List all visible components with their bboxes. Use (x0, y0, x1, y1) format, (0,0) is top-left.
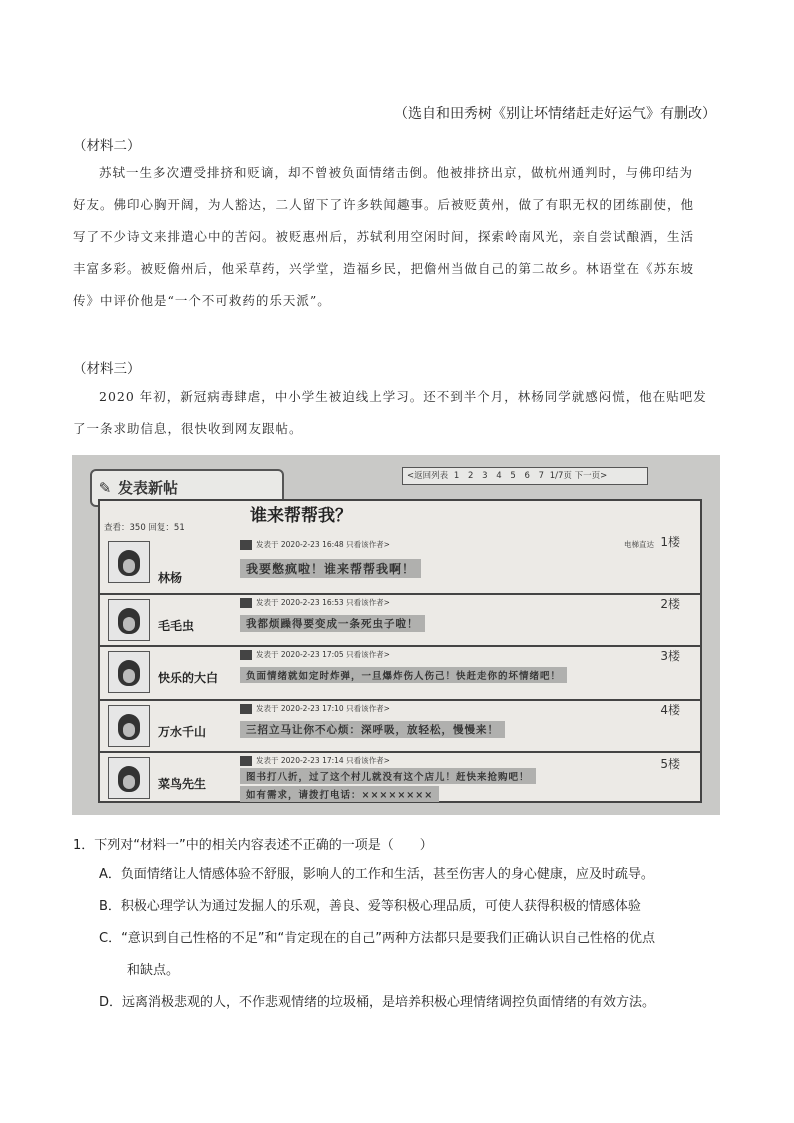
post-message: 三招立马让你不心烦：深呼吸，放轻松，慢慢来！ (240, 721, 505, 738)
floor-number: 3楼 (660, 649, 680, 663)
post-username: 毛毛虫 (158, 619, 195, 633)
floor-number: 5楼 (660, 757, 680, 771)
user-icon (240, 650, 252, 660)
pagination (402, 467, 648, 485)
post-row (100, 531, 700, 591)
post-row (100, 645, 700, 699)
paragraph-line: 丰富多彩。被贬儋州后，他采草药，兴学堂，造福乡民，把儋州当做自己的第二故乡。林语堂在《苏东坡 (73, 261, 695, 276)
post-message-line2: 如有需求，请拨打电话：×××××××× (240, 786, 439, 802)
post-username: 快乐的大白 (158, 671, 219, 685)
post-meta: 发表于 2020-2-23 17:14 只看该作者> (240, 755, 390, 766)
page-number: 5 (510, 471, 516, 481)
option-d: D．远离消极悲观的人，不作悲观情绪的垃圾桶，是培养积极心理情绪调控负面情绪的有效方法。 (99, 995, 656, 1010)
material2-label: （材料二） (73, 138, 141, 154)
avatar (108, 651, 150, 693)
page-number: 6 (524, 471, 530, 481)
option-c-continued: 和缺点。 (127, 963, 180, 978)
post-message: 负面情绪就如定时炸弹，一旦爆炸伤人伤己！快赶走你的坏情绪吧！ (240, 667, 567, 683)
avatar (108, 705, 150, 747)
forum-photo (72, 455, 720, 815)
material3-paragraph (73, 381, 721, 445)
paragraph-line: 写了不少诗文来排遣心中的苦闷。被贬惠州后，苏轼利用空闲时间，探索岭南风光，亲自尝试酿酒，生活 (73, 229, 695, 244)
post-meta: 发表于 2020-2-23 16:53 只看该作者> (240, 597, 390, 608)
page-number: 7 (538, 471, 544, 481)
post-row (100, 593, 700, 645)
paragraph-line: 了一条求助信息，很快收到网友跟帖。 (73, 421, 303, 436)
post-message: 我要憋疯啦！谁来帮帮我啊！ (240, 559, 421, 578)
page-count: 1/7页 (549, 471, 572, 481)
page-number: 4 (496, 471, 502, 481)
post-meta: 发表于 2020-2-23 16:48 只看该作者> (240, 539, 390, 550)
post-username: 万水千山 (158, 725, 207, 739)
avatar (108, 757, 150, 799)
thread-stats: 查看：350 回复：51 (104, 523, 185, 533)
back-to-list-link: <返回列表 (407, 471, 449, 481)
next-page-link: 下一页> (574, 471, 608, 481)
paragraph-line: 好友。佛印心胸开阔，为人豁达，二人留下了许多轶闻趣事。后被贬黄州，做了有职无权的团练副使，他 (73, 197, 695, 212)
thread-title: 谁来帮帮我？ (250, 506, 352, 526)
post-meta: 发表于 2020-2-23 17:05 只看该作者> (240, 649, 390, 660)
material2-paragraph (73, 157, 721, 317)
paragraph-line: 苏轼一生多次遭受排挤和贬谪，却不曾被负面情绪击倒。他被排挤出京，做杭州通判时，与佛印结为 (99, 165, 694, 180)
user-icon (240, 756, 252, 766)
post-row (100, 699, 700, 751)
post-row (100, 751, 700, 803)
page-number: 2 (467, 471, 474, 481)
paragraph-line: 2020 年初，新冠病毒肆虐，中小学生被迫线上学习。还不到半个月，林杨同学就感闷慌，他在贴吧发 (99, 389, 707, 404)
avatar (108, 541, 150, 583)
floor-number: 2楼 (660, 597, 680, 611)
new-post-header: ✎ 发表新帖 (90, 469, 284, 507)
option-a: A．负面情绪让人情感体验不舒服，影响人的工作和生活，甚至伤害人的身心健康，应及时疏导。 (99, 867, 654, 882)
user-icon (240, 598, 252, 608)
floor-number: 4楼 (660, 703, 680, 717)
source-citation: （选自和田秀树《别让坏情绪赶走好运气》有删改） (394, 106, 716, 122)
post-username: 林杨 (158, 571, 183, 585)
question-stem: 1．下列对“材料一”中的相关内容表述不正确的一项是（ ） (73, 838, 433, 853)
material3-label: （材料三） (73, 361, 141, 377)
option-b: B．积极心理学认为通过发掘人的乐观，善良、爱等积极心理品质，可使人获得积极的情感体验 (99, 899, 641, 914)
page-number: 3 (482, 471, 488, 481)
post-meta: 发表于 2020-2-23 17:10 只看该作者> (240, 703, 390, 714)
floor-number: 1楼 (660, 535, 680, 549)
paragraph-line: 传》中评价他是“一个不可救药的乐天派”。 (73, 293, 331, 308)
post-username: 菜鸟先生 (158, 777, 207, 791)
option-c: C．“意识到自己性格的不足”和“肯定现在的自己”两种方法都只是要我们正确认识自己性格的优点 (99, 931, 656, 946)
elevator-jump: 电梯直达 (624, 540, 654, 549)
post-message: 我都烦躁得要变成一条死虫子啦！ (240, 615, 425, 632)
post-icon: ✎ (98, 479, 112, 497)
avatar (108, 599, 150, 641)
page-number: 1 (453, 471, 460, 481)
thread-board (98, 499, 702, 803)
user-icon (240, 540, 252, 550)
user-icon (240, 704, 252, 714)
question-options (99, 859, 729, 1019)
post-message: 图书打八折，过了这个村儿就没有这个店儿！赶快来抢购吧！ (240, 768, 536, 784)
